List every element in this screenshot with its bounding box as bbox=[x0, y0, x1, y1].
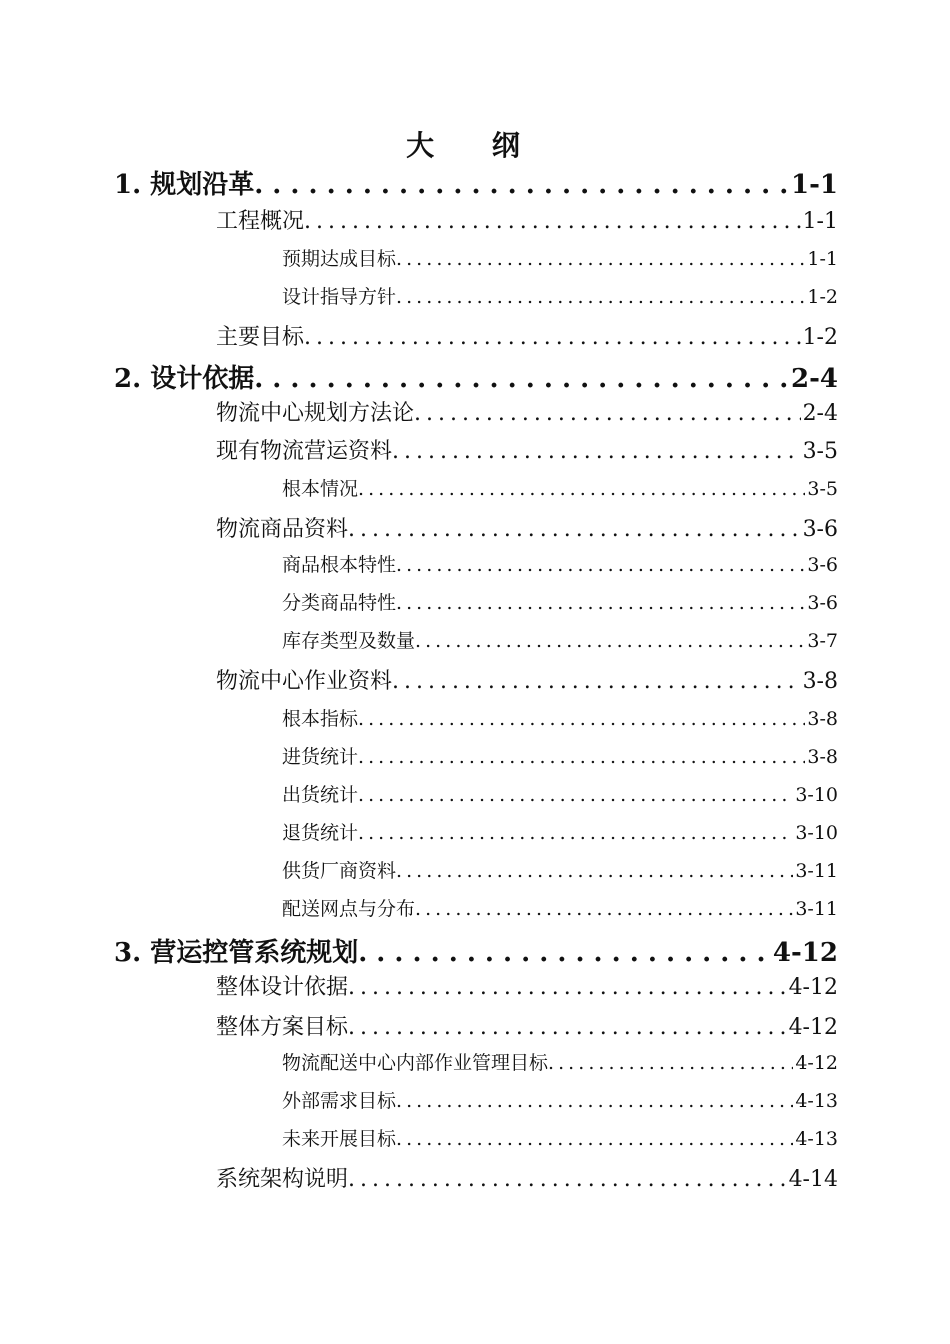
toc-entry-level-3 bbox=[282, 244, 838, 271]
dot-leader bbox=[254, 170, 789, 200]
toc-entry-level-3 bbox=[282, 474, 838, 501]
toc-entry-page-number: 1-1 bbox=[791, 170, 838, 200]
toc-entry-page-number: 3-6 bbox=[807, 592, 838, 614]
toc-entry-page-number: 1-1 bbox=[802, 209, 838, 234]
toc-entry-level-3 bbox=[282, 626, 838, 653]
toc-entry-page-number: 3-8 bbox=[807, 746, 838, 768]
toc-entry-level-3 bbox=[282, 1086, 838, 1113]
toc-entry-page-number: 3-7 bbox=[807, 630, 838, 652]
toc-entry-level-3 bbox=[282, 1124, 838, 1151]
dot-leader bbox=[304, 325, 801, 350]
toc-entry-label: 物流配送中心内部作业管理目标 bbox=[282, 1052, 549, 1074]
dot-leader bbox=[396, 592, 805, 614]
toc-entry-level-2 bbox=[216, 434, 838, 465]
toc-entry-label: 商品根本特性 bbox=[282, 554, 397, 576]
toc-entry-level-1 bbox=[114, 164, 838, 201]
dot-leader bbox=[392, 669, 801, 694]
toc-entry-label: 整体方案目标 bbox=[216, 1015, 349, 1040]
toc-entry-page-number: 4-12 bbox=[788, 975, 838, 1000]
dot-leader bbox=[396, 1128, 793, 1150]
toc-entry-page-number: 1-1 bbox=[807, 248, 838, 270]
toc-entry-level-3 bbox=[282, 856, 838, 883]
dot-leader bbox=[304, 209, 801, 234]
toc-entry-page-number: 3-11 bbox=[795, 898, 838, 920]
toc-entry-page-number: 3-6 bbox=[802, 517, 838, 542]
toc-entry-page-number: 4-12 bbox=[788, 1015, 838, 1040]
toc-entry-label: 2. 设计依据 bbox=[114, 364, 255, 394]
toc-entry-level-2 bbox=[216, 204, 838, 235]
toc-entry-label: 3. 营运控管系统规划 bbox=[114, 938, 359, 968]
toc-entry-level-2 bbox=[216, 1162, 838, 1193]
toc-entry-page-number: 1-2 bbox=[807, 286, 838, 308]
toc-entry-label: 物流中心规划方法论 bbox=[216, 401, 415, 426]
toc-entry-level-3 bbox=[282, 780, 838, 807]
toc-entry-label: 供货厂商资料 bbox=[282, 860, 397, 882]
dot-leader bbox=[415, 898, 793, 920]
toc-entry-label: 物流中心作业资料 bbox=[216, 669, 393, 694]
toc-entry-label: 外部需求目标 bbox=[282, 1090, 397, 1112]
toc-entry-page-number: 3-8 bbox=[802, 669, 838, 694]
toc-entry-level-1 bbox=[114, 358, 838, 395]
toc-entry-page-number: 3-10 bbox=[795, 784, 838, 806]
toc-entry-label: 整体设计依据 bbox=[216, 975, 349, 1000]
toc-entry-level-3 bbox=[282, 282, 838, 309]
toc-entry-level-2 bbox=[216, 396, 838, 427]
toc-entry-label: 根本情况 bbox=[282, 478, 359, 500]
toc-entry-page-number: 4-12 bbox=[795, 1052, 838, 1074]
toc-entry-level-3 bbox=[282, 588, 838, 615]
dot-leader bbox=[358, 822, 793, 844]
toc-entry-label: 进货统计 bbox=[282, 746, 359, 768]
dot-leader bbox=[414, 401, 801, 426]
toc-entry-level-3 bbox=[282, 742, 838, 769]
toc-entry-page-number: 4-13 bbox=[795, 1128, 838, 1150]
dot-leader bbox=[396, 286, 805, 308]
toc-entry-label: 出货统计 bbox=[282, 784, 359, 806]
toc-entry-level-3 bbox=[282, 818, 838, 845]
toc-entry-label: 根本指标 bbox=[282, 708, 359, 730]
toc-entry-label: 现有物流营运资料 bbox=[216, 439, 393, 464]
toc-entry-page-number: 3-5 bbox=[807, 478, 838, 500]
toc-entry-level-3 bbox=[282, 1048, 838, 1075]
page-title: 大 纲 bbox=[406, 129, 544, 162]
toc-entry-page-number: 1-2 bbox=[802, 325, 838, 350]
toc-entry-label: 物流商品资料 bbox=[216, 517, 349, 542]
dot-leader bbox=[348, 517, 801, 542]
toc-entry-label: 未来开展目标 bbox=[282, 1128, 397, 1150]
dot-leader bbox=[396, 554, 805, 576]
dot-leader bbox=[392, 439, 801, 464]
toc-entry-level-3 bbox=[282, 894, 838, 921]
dot-leader bbox=[358, 784, 793, 806]
toc-entry-page-number: 4-14 bbox=[788, 1167, 838, 1192]
toc-entry-label: 设计指导方针 bbox=[282, 286, 397, 308]
dot-leader bbox=[396, 860, 793, 882]
toc-entry-level-3 bbox=[282, 550, 838, 577]
toc-entry-label: 配送网点与分布 bbox=[282, 898, 416, 920]
dot-leader bbox=[348, 975, 787, 1000]
dot-leader bbox=[358, 938, 771, 968]
toc-entry-level-1 bbox=[114, 932, 838, 969]
toc-entry-page-number: 3-6 bbox=[807, 554, 838, 576]
toc-entry-label: 库存类型及数量 bbox=[282, 630, 416, 652]
toc-entry-page-number: 4-12 bbox=[772, 938, 838, 968]
dot-leader bbox=[358, 746, 805, 768]
toc-entry-level-3 bbox=[282, 704, 838, 731]
toc-entry-level-2 bbox=[216, 1010, 838, 1041]
toc-entry-label: 工程概况 bbox=[216, 209, 305, 234]
dot-leader bbox=[348, 1015, 787, 1040]
toc-entry-page-number: 4-13 bbox=[795, 1090, 838, 1112]
toc-entry-label: 退货统计 bbox=[282, 822, 359, 844]
toc-entry-label: 主要目标 bbox=[216, 325, 305, 350]
dot-leader bbox=[396, 1090, 793, 1112]
dot-leader bbox=[348, 1167, 787, 1192]
dot-leader bbox=[254, 364, 789, 394]
dot-leader bbox=[415, 630, 805, 652]
toc-entry-level-2 bbox=[216, 970, 838, 1001]
toc-entry-level-2 bbox=[216, 664, 838, 695]
toc-entry-label: 1. 规划沿革 bbox=[114, 170, 255, 200]
toc-entry-page-number: 2-4 bbox=[791, 364, 838, 394]
toc-entry-level-2 bbox=[216, 320, 838, 351]
toc-entry-page-number: 3-8 bbox=[807, 708, 838, 730]
toc-entry-level-2 bbox=[216, 512, 838, 543]
toc-entry-page-number: 3-11 bbox=[795, 860, 838, 882]
toc-entry-label: 分类商品特性 bbox=[282, 592, 397, 614]
toc-entry-page-number: 2-4 bbox=[802, 401, 838, 426]
toc-entry-label: 系统架构说明 bbox=[216, 1167, 349, 1192]
toc-entry-label: 预期达成目标 bbox=[282, 248, 397, 270]
toc-entry-page-number: 3-10 bbox=[795, 822, 838, 844]
toc-entry-page-number: 3-5 bbox=[802, 439, 838, 464]
dot-leader bbox=[396, 248, 805, 270]
dot-leader bbox=[358, 708, 805, 730]
dot-leader bbox=[548, 1052, 793, 1074]
dot-leader bbox=[358, 478, 805, 500]
